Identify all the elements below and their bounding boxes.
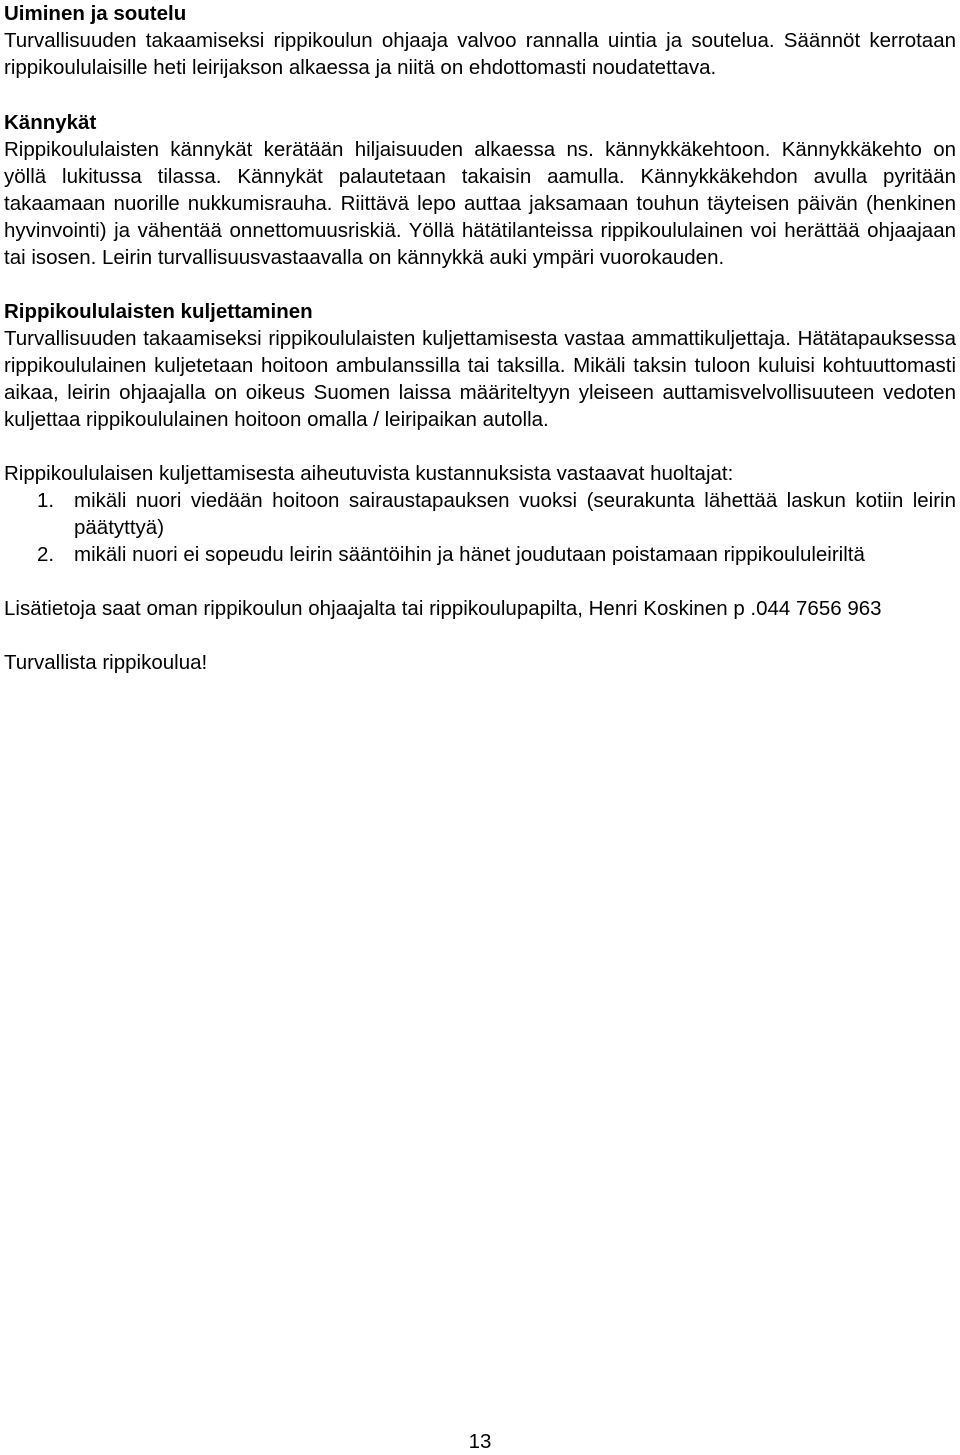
section-swimming xyxy=(4,0,956,81)
list-item-number: 1. xyxy=(37,489,55,512)
costs-list xyxy=(4,487,956,568)
section-paragraph: Turvallisuuden takaamiseksi rippikoulun ohjaaja valvoo rannalla uintia ja soutelua. Säännöt kerrotaan rippikoululaisille heti leirijakson alkaessa ja niitä on ehdottomasti noudatettava. xyxy=(4,29,956,79)
info-paragraph: Lisätietoja saat oman rippikoulun ohjaajalta tai rippikoulupapilta, Henri Koskinen p .044 7656 963 xyxy=(4,597,882,620)
page-number: 13 xyxy=(468,1430,492,1453)
section-phones xyxy=(4,109,956,271)
list-item-text: mikäli nuori ei sopeudu leirin sääntöihin ja hänet joudutaan poistamaan rippikoululeiriltä xyxy=(74,543,865,566)
section-paragraph: Rippikoululaisten kännykät kerätään hiljaisuuden alkaessa ns. kännykkäkehtoon. Kännykkäkehto on yöllä lukitussa tilassa. Kännykät palautetaan takaisin aamulla. Kännykkäkehdon avulla pyritään takaamaan nuorille nukkumisrauha. Riittävä lepo auttaa jaksamaan touhun täyteisen päivän (henkinen hyvinvointi) ja vähentää onnettomuusriskiä. Yöllä hätätilanteissa rippikoululainen voi herättää ohjaajaan tai isosen. Leirin turvallisuusvastaavalla on kännykkä auki ympäri vuorokauden. xyxy=(4,138,956,269)
section-costs xyxy=(4,460,956,568)
list-item xyxy=(4,487,956,541)
section-heading: Rippikoululaisten kuljettaminen xyxy=(4,300,313,323)
document-page xyxy=(4,0,956,676)
section-info xyxy=(4,595,956,622)
list-item-text: mikäli nuori viedään hoitoon sairaustapauksen vuoksi (seurakunta lähettää laskun kotiin leirin päätyttyä) xyxy=(74,489,956,539)
list-item xyxy=(4,541,956,568)
section-paragraph: Turvallisuuden takaamiseksi rippikoululaisten kuljettamisesta vastaa ammattikuljettaja. Hätätapauksessa rippikoululainen kuljetetaan hoitoon ambulanssilla tai taksilla. Mikäli taksin tuloon kuluisi kohtuuttomasti aikaa, leirin ohjaajalla on oikeus Suomen laissa määriteltyyn yleiseen auttamisvelvollisuuteen vedoten kuljettaa rippikoululainen hoitoon omalla / leiripaikan autolla. xyxy=(4,327,956,431)
closing-line: Turvallista rippikoulua! xyxy=(4,651,208,674)
section-heading: Kännykät xyxy=(4,111,97,134)
section-closing xyxy=(4,649,956,676)
list-item-number: 2. xyxy=(37,543,55,566)
section-heading: Uiminen ja soutelu xyxy=(4,2,187,25)
costs-intro: Rippikoululaisen kuljettamisesta aiheutuvista kustannuksista vastaavat huoltajat: xyxy=(4,462,734,485)
section-transport xyxy=(4,298,956,433)
